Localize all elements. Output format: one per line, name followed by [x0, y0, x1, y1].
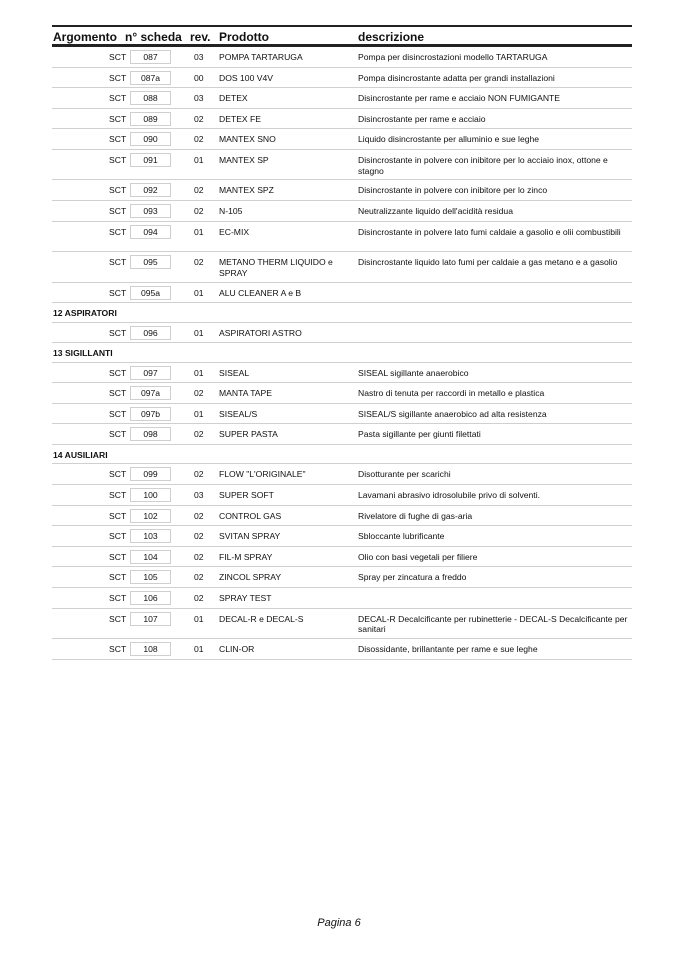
- argomento-cell: SCT: [109, 489, 127, 500]
- table-row: [52, 323, 632, 344]
- argomento-cell: SCT: [109, 257, 127, 268]
- description-cell: Pasta sigillante per giunti filettati: [358, 429, 481, 440]
- table-row: [52, 363, 632, 384]
- revision-cell: 02: [194, 388, 204, 399]
- description-cell: Liquido disincrostante per alluminio e sue leghe: [358, 134, 540, 145]
- product-name-cell: ASPIRATORI ASTRO: [219, 327, 302, 338]
- revision-cell: 02: [194, 551, 204, 562]
- scheda-number-field: 087a: [130, 71, 171, 85]
- table-row: [52, 47, 632, 68]
- product-name-cell: SISEAL/S: [219, 408, 258, 419]
- revision-cell: 02: [194, 510, 204, 521]
- product-name-cell: DETEX: [219, 93, 248, 104]
- revision-cell: 00: [194, 72, 204, 83]
- revision-cell: 01: [194, 226, 204, 237]
- product-name-cell: MANTA TAPE: [219, 388, 273, 399]
- table-header: [52, 25, 632, 47]
- description-cell: Lavamani abrasivo idrosolubile privo di solventi.: [358, 489, 540, 500]
- revision-cell: 01: [194, 644, 204, 655]
- product-name-cell: FIL-M SPRAY: [219, 551, 273, 562]
- product-name-cell: EC-MIX: [219, 226, 250, 237]
- scheda-number-field: 104: [130, 550, 171, 564]
- description-cell: DECAL-R Decalcificante per rubinetterie - DECAL-S Decalcificante per sanitari: [358, 613, 628, 635]
- table-row: [52, 88, 632, 109]
- description-cell: Nastro di tenuta per raccordi in metallo e plastica: [358, 388, 545, 399]
- table-row: [52, 506, 632, 527]
- argomento-cell: SCT: [109, 134, 127, 145]
- section-heading: 12 ASPIRATORI: [52, 303, 632, 322]
- product-name-cell: FLOW "L'ORIGINALE": [219, 469, 306, 480]
- description-cell: Disincrostante in polvere con inibitore per lo acciaio inox, ottone e stagno: [358, 154, 608, 176]
- revision-cell: 01: [194, 408, 204, 419]
- argomento-cell: SCT: [109, 52, 127, 62]
- scheda-number-field: 092: [130, 183, 171, 197]
- page-number: Pagina 6: [317, 917, 361, 929]
- revision-cell: 03: [194, 52, 204, 62]
- description-cell: Rivelatore di fughe di gas-aria: [358, 510, 473, 521]
- argomento-cell: SCT: [109, 72, 127, 83]
- argomento-cell: SCT: [109, 93, 127, 104]
- scheda-number-field: 093: [130, 204, 171, 218]
- table-row: [52, 588, 632, 609]
- argomento-cell: SCT: [109, 113, 127, 124]
- revision-cell: 01: [194, 367, 204, 378]
- scheda-number-field: 095a: [130, 286, 171, 300]
- description-cell: Olio con basi vegetali per filiere: [358, 551, 478, 562]
- description-cell: Disincrostante per rame e acciaio: [358, 113, 486, 124]
- table-row: [52, 180, 632, 201]
- revision-cell: 03: [194, 489, 204, 500]
- argomento-cell: SCT: [109, 408, 127, 419]
- revision-cell: 02: [194, 531, 204, 542]
- scheda-number-field: 096: [130, 326, 171, 340]
- scheda-number-field: 089: [130, 112, 171, 126]
- revision-cell: 02: [194, 469, 204, 480]
- description-cell: SISEAL/S sigillante anaerobico ad alta resistenza: [358, 408, 547, 419]
- product-name-cell: MANTEX SNO: [219, 134, 276, 145]
- scheda-number-field: 108: [130, 642, 171, 656]
- revision-cell: 02: [194, 429, 204, 440]
- table-row: [52, 252, 632, 283]
- scheda-number-field: 100: [130, 488, 171, 502]
- scheda-number-field: 088: [130, 91, 171, 105]
- description-cell: Disincrostante per rame e acciaio NON FUMIGANTE: [358, 93, 561, 104]
- product-name-cell: DOS 100 V4V: [219, 72, 273, 83]
- revision-cell: 01: [194, 613, 204, 624]
- scheda-number-field: 106: [130, 591, 171, 605]
- header-scheda: n° scheda: [125, 30, 182, 44]
- scheda-number-field: 098: [130, 427, 171, 441]
- table-row: [52, 404, 632, 425]
- table-row: [52, 424, 632, 445]
- product-name-cell: METANO THERM LIQUIDO e SPRAY: [219, 257, 333, 278]
- scheda-number-field: 107: [130, 612, 171, 626]
- table-row: [52, 464, 632, 485]
- product-name-cell: CONTROL GAS: [219, 510, 282, 521]
- product-name-cell: SVITAN SPRAY: [219, 531, 281, 542]
- argomento-cell: SCT: [109, 388, 127, 399]
- revision-cell: 02: [194, 185, 204, 196]
- product-name-cell: SISEAL: [219, 367, 250, 378]
- scheda-number-field: 091: [130, 153, 171, 167]
- argomento-cell: SCT: [109, 185, 127, 196]
- table-row: [52, 283, 632, 304]
- description-cell: Pompa per disincrostazioni modello TARTARUGA: [358, 52, 548, 62]
- table-row: [52, 547, 632, 568]
- table-row: [52, 129, 632, 150]
- table-row: [52, 222, 632, 253]
- revision-cell: 01: [194, 287, 204, 298]
- description-cell: Disossidante, brillantante per rame e sue leghe: [358, 644, 538, 655]
- scheda-number-field: 097a: [130, 386, 171, 400]
- argomento-cell: SCT: [109, 572, 127, 583]
- table-row: [52, 383, 632, 404]
- argomento-cell: SCT: [109, 429, 127, 440]
- argomento-cell: SCT: [109, 592, 127, 603]
- table-row: [52, 485, 632, 506]
- scheda-number-field: 103: [130, 529, 171, 543]
- revision-cell: 03: [194, 93, 204, 104]
- revision-cell: 02: [194, 572, 204, 583]
- table-row: [52, 609, 632, 640]
- product-name-cell: SUPER SOFT: [219, 489, 274, 500]
- header-rev: rev.: [190, 30, 211, 44]
- scheda-number-field: 102: [130, 509, 171, 523]
- argomento-cell: SCT: [109, 613, 127, 624]
- revision-cell: 02: [194, 206, 204, 217]
- table-row: [52, 150, 632, 181]
- argomento-cell: SCT: [109, 226, 127, 237]
- revision-cell: 02: [194, 134, 204, 145]
- argomento-cell: SCT: [109, 367, 127, 378]
- scheda-number-field: 099: [130, 467, 171, 481]
- description-cell: Disincrostante liquido lato fumi per caldaie a gas metano e a gasolio: [358, 257, 618, 268]
- revision-cell: 02: [194, 257, 204, 268]
- description-cell: Pompa disincrostante adatta per grandi installazioni: [358, 72, 555, 83]
- product-name-cell: POMPA TARTARUGA: [219, 52, 303, 62]
- argomento-cell: SCT: [109, 154, 127, 165]
- product-name-cell: SUPER PASTA: [219, 429, 278, 440]
- scheda-number-field: 090: [130, 132, 171, 146]
- scheda-number-field: 095: [130, 255, 171, 269]
- revision-cell: 01: [194, 154, 204, 165]
- description-cell: Sbloccante lubrificante: [358, 531, 445, 542]
- revision-cell: 02: [194, 113, 204, 124]
- argomento-cell: SCT: [109, 644, 127, 655]
- scheda-number-field: 094: [130, 225, 171, 239]
- description-cell: Disincrostante in polvere con inibitore per lo zinco: [358, 185, 548, 196]
- product-name-cell: DECAL-R e DECAL-S: [219, 613, 304, 624]
- description-cell: Disincrostante in polvere lato fumi caldaie a gasolio e olii combustibili: [358, 226, 621, 237]
- product-name-cell: MANTEX SPZ: [219, 185, 274, 196]
- scheda-number-field: 097b: [130, 407, 171, 421]
- revision-cell: 02: [194, 592, 204, 603]
- description-cell: Spray per zincatura a freddo: [358, 572, 467, 583]
- argomento-cell: SCT: [109, 327, 127, 338]
- header-descrizione: descrizione: [358, 30, 425, 44]
- scheda-number-field: 105: [130, 570, 171, 584]
- table-row: [52, 109, 632, 130]
- product-name-cell: ALU CLEANER A e B: [219, 287, 302, 298]
- description-cell: Disotturante per scarichi: [358, 469, 451, 480]
- product-name-cell: CLIN-OR: [219, 644, 255, 655]
- product-name-cell: N-105: [219, 206, 243, 217]
- scheda-number-field: 097: [130, 366, 171, 380]
- description-cell: Neutralizzante liquido dell'acidità residua: [358, 206, 513, 217]
- table-row: [52, 68, 632, 89]
- table-row: [52, 526, 632, 547]
- table-row: [52, 567, 632, 588]
- product-name-cell: DETEX FE: [219, 113, 262, 124]
- revision-cell: 01: [194, 327, 204, 338]
- argomento-cell: SCT: [109, 531, 127, 542]
- argomento-cell: SCT: [109, 287, 127, 298]
- product-name-cell: SPRAY TEST: [219, 592, 272, 603]
- argomento-cell: SCT: [109, 469, 127, 480]
- description-cell: SISEAL sigillante anaerobico: [358, 367, 469, 378]
- table-row: [52, 201, 632, 222]
- scheda-number-field: 087: [130, 50, 171, 64]
- section-heading: 14 AUSILIARI: [52, 445, 632, 464]
- product-table: [52, 47, 632, 660]
- header-argomento: Argomento: [53, 30, 117, 44]
- header-prodotto: Prodotto: [219, 30, 269, 44]
- section-heading: 13 SIGILLANTI: [52, 343, 632, 362]
- argomento-cell: SCT: [109, 510, 127, 521]
- product-name-cell: MANTEX SP: [219, 154, 269, 165]
- table-row: [52, 639, 632, 660]
- argomento-cell: SCT: [109, 551, 127, 562]
- argomento-cell: SCT: [109, 206, 127, 217]
- product-name-cell: ZINCOL SPRAY: [219, 572, 282, 583]
